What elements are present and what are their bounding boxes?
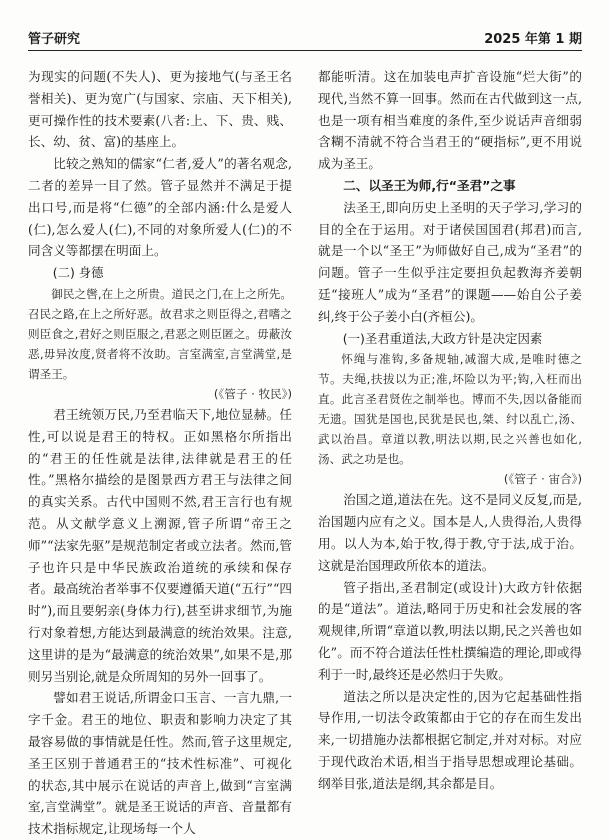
paragraph: 都能听清。这在加装电声扩音设施“烂大街”的现代,当然不算一回事。然而在古代做到这一点,也是一项有相当难度的条件,至少说话声音细弱含糊不清就不符合当君王的“硬指标”,更不用说成为圣王。 (318, 69, 582, 172)
paragraph: 君王统领万民,乃至君临天下,地位显赫。任性,可以说是君王的特权。正如黑格尔所指出的“君王的任性就是法律,法律就是君王的任性。”黑格尔描绘的是图景西方君王与法律之间的真实关系。古代中国则不然,君王言行也有规范。从文献学意义上溯源,管子所谓“帝王之师”“法家先驱”是规范制定者或立法者。然而,管子也许只是中华民族政治道统的承续和保存者。最高统治者举事不仅要遵循天道(“五行”“四时”),而且要躬亲(身体力行),甚至讲求细节,为施行对象着想,方能达到最满意的统治效果。注意,这里讲的是为“最满意的统治效果”,如果不是,那则另当别论,就是众所周知的另外一回事了。 (28, 406, 292, 684)
page-header (28, 28, 582, 51)
quote-source: (《管子 · 牧民》) (213, 386, 292, 401)
left-column (28, 66, 292, 840)
paragraph: 管子指出,圣君制定(或设计)大政方针依据的是“道法”。道法,略同于历史和社会发展的客观规律,所谓“章道以教,明法以期,民之兴善也如化”。而不符合道法任性杜撰编造的理论,即或得利于一时,最终还是必然归于失败。 (318, 579, 582, 682)
journal-title: 管子研究 (28, 32, 81, 47)
block-quote: 御民之辔,在上之所贵。道民之门,在上之所先。召民之路,在上之所好恶。故君求之则臣得之,君嗜之则臣食之,君好之则臣服之,君恶之则臣匿之。毋蔽汝恶,毋异汝度,贤者将不汝助。言室满室,言堂满堂,是谓圣王。 (28, 286, 292, 381)
paragraph: 道法之所以是决定性的,因为它起基础性指导作用,一切法令政策都由于它的存在而生发出来,一切措施办法都根据它制定,并对对标。对应于现代政治术语,相当于指导思想或理论基础。纲举目张,道法是纲,其余都是目。 (318, 688, 582, 791)
block-quote: 怀绳与准钩,多备规轴,减溜大成,是唯时德之节。夫绳,扶拔以为正;准,坏险以为平;钩,入枉而出直。此言圣君贤佐之制举也。博而不失,因以备能而无遗。国犹是国也,民犹是民也,桀、纣以乱亡,汤、武以治昌。章道以教,明法以期,民之兴善也如化,汤、武之功是也。 (318, 352, 582, 467)
issue-label: 2025 年第 1 期 (484, 32, 582, 47)
section-heading: 二、以圣王为师,行“圣君”之事 (343, 177, 516, 193)
paragraph: 法圣王,即向历史上圣明的天子学习,学习的目的全在于运用。对于诸侯国国君(邦君)而言,就是一个以“圣王”为师做好自己,成为“圣君”的问题。管子一生似乎注定要担负起教海齐姜朝廷“接班人”成为“圣君”的课题——始自公子姜纠,终于公子姜小白(齐桓公)。 (318, 199, 582, 324)
quote-source: (《管子 · 宙合》) (503, 472, 582, 487)
paragraph: 譬如君王说话,所谓金口玉言、一言九鼎,一字千金。君王的地位、职责和影响力决定了其最容易做的事情就是任性。然而,管子这里规定,圣王区别于普通君王的“技术性标准”、可视化的状态,其中展示在说话的声音上,做到“言室满室,言堂满堂”。就是圣王说话的声音、音量都有技术指标规定,让现场每一个人 (28, 690, 292, 837)
right-column (318, 66, 582, 795)
section-subheading: (二) 身德 (52, 265, 104, 281)
paragraph: 为现实的问题(不失人)、更为接地气(与圣王名誉相关)、更为宽广(与国家、宗庙、天下相关),更可操作性的技术要素(八者:上、下、贵、贱、长、幼、贫、富)的基座上。 (28, 69, 292, 150)
section-subheading: (一)圣君重道法,大政方针是决定因素 (342, 330, 543, 346)
paragraph: 治国之道,道法在先。这不是同义反复,而是,治国题内应有之义。国本是人,人贵得治,人贵得用。以人为本,始于牧,得于教,守于法,成于治。这就是治国理政所依本的道法。 (318, 492, 582, 573)
paragraph: 比较之熟知的儒家“仁者,爱人”的著名观念,二者的差异一目了然。管子显然并不满足于提出口号,而是将“仁德”的全部内涵:什么是爱人(仁),怎么爱人(仁),不同的对象所爱人(仁)的不同含义等都摆在明面上。 (28, 156, 292, 259)
